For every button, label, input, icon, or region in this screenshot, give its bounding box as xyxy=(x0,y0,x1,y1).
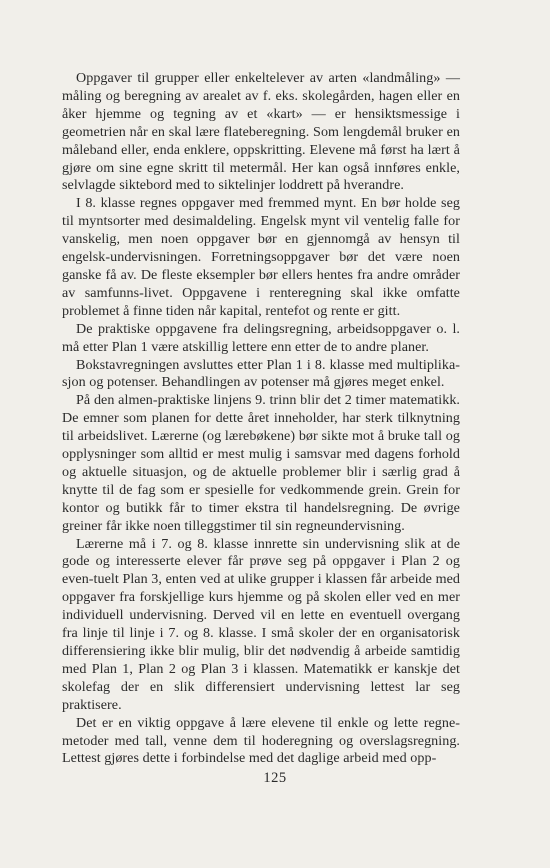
page-number: 125 xyxy=(263,770,287,786)
paragraph-bokstavregning: Bokstavregningen avsluttes etter Plan 1 i 8. klasse med multiplika-sjon og potenser. Behandlingen av potenser må gjøres meget enkel. xyxy=(62,356,460,391)
paragraph-landmaling: Oppgaver til grupper eller enkeltelever av arten «landmåling» — måling og beregning av arealet av f. eks. skolegården, hagen eller en åker hjemme og tegning av et «kart» — er hensiktsmessige i geometrien når en skal lære flateberegning. Som lengdemål bruker en måleband eller, enda enklere, oppskritting. Elevene må først ha lært å gjøre om sine egne skritt til metermål. Her kan også innføres enkle, selvlagde siktebord med to siktelinjer loddrett på hverandre. xyxy=(62,70,460,194)
paragraph-regnemetoder: Det er en viktig oppgave å lære elevene til enkle og lette regne-metoder med tall, venne dem til hoderegning og overslagsregning. Lettest gjøres dette i forbindelse med det daglige arbeid med opp- xyxy=(62,714,460,767)
body-text xyxy=(62,70,460,768)
paragraph-fremmed-mynt: I 8. klasse regnes oppgaver med fremmed mynt. En bør holde seg til myntsorter med desimaldeling. Engelsk mynt vil ventelig falle for vanskelig, men noen oppgaver bør en gjennomgå av hensyn til engelsk-undervisningen. Forretningsoppgaver bør det være noen ganske få av. De fleste eksempler bør ellers hentes fra andre områder av samfunns-livet. Oppgavene i renteregning skal ikke omfatte problemet å finne tiden når kapital, rentefot og rente er gitt. xyxy=(62,195,460,319)
paragraph-delingsregning: De praktiske oppgavene fra delingsregning, arbeidsoppgaver o. l. må etter Plan 1 være atskillig lettere enn etter de to andre planer. xyxy=(62,320,460,355)
paragraph-differensiering: Lærerne må i 7. og 8. klasse innrette sin undervisning slik at de gode og interesserte elever får prøve seg på oppgaver i Plan 2 og even-tuelt Plan 3, enten ved at ulike grupper i klassen får arbeide med oppgaver fra forskjellige kurs hjemme og på skolen eller ved en mer individuell undervisning. Derved vil en lette en eventuell overgang fra linje til linje i 7. og 8. klasse. I små skoler der en organisatorisk differensiering ikke blir mulig, blir det nødvendig å arbeide samtidig med Plan 1, Plan 2 og Plan 3 i klassen. Matematikk er kanskje det skolefag der en slik differensiert undervisning lettest lar seg praktisere. xyxy=(62,535,460,713)
paragraph-almen-praktiske: På den almen-praktiske linjens 9. trinn blir det 2 timer matematikk. De emner som planen for dette året inneholder, har sterk tilknytning til arbeidslivet. Lærerne (og lærebøkene) bør sikte mot å bruke tall og opplysninger som alltid er mest mulig i samsvar med dagens forhold og aktuelle situasjon, og de aktuelle problemer blir i særlig grad å knytte til de fag som er spesielle for vedkommende grein. Grein for kontor og butikk får to timer ekstra til handelsregning. De øvrige greiner får ikke noen tilleggstimer til sin regneundervisning. xyxy=(62,392,460,534)
